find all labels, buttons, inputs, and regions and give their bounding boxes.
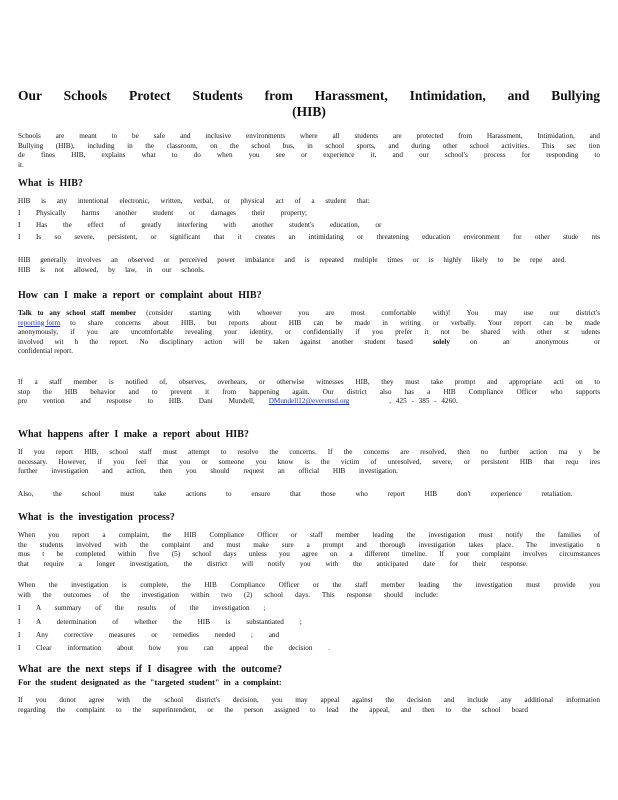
bullet-icon: I — [18, 233, 21, 241]
heading-how-report: How can I make a report or complaint about HIB? — [18, 290, 262, 301]
bullet-icon: I — [18, 631, 21, 639]
what-bullet-3: I Is so severe, persistent, or significant that it creates an intimidating or threatening education environment for other stude nts — [18, 233, 600, 241]
report-paragraph — [18, 309, 600, 357]
report-line-4: involved wit h the report. No disciplinary action will be taken against another student based solely on an anonymous or — [18, 337, 600, 346]
report-line-1: Talk to any school staff member (consider starting with whoever you are most comfortable with)! You may use our district's — [18, 309, 600, 317]
report-contact-line: pre vention and response to HIB. Dani Mundell, DMundell12@everettsd.org , 425 - 385 - 4260. — [18, 397, 458, 406]
solely-bold: solely — [432, 337, 450, 346]
subheading-targeted-student: For the student designated as the "targeted student" in a complaint: — [18, 678, 282, 687]
happens-paragraph: If you report HIB, school staff must attempt to resolve the concerns. If the concerns are resolved, then no further action ma y be necessary. However, if you feel that you or someone you know is the victim of unresolved, severe, or persistent HIB that requ ires further investigation and action, then you should request an official HIB investigation. — [18, 448, 600, 476]
report-line-5: confidential report. — [18, 347, 74, 356]
bullet-icon: I — [18, 604, 21, 612]
next-paragraph: If you donot agree with the school district's decision, you may appeal against the decision and include any additional information regarding the complaint to the superintendent, or the person assigned to lead the appeal, and then to the school board — [18, 696, 600, 714]
process-bullet-4: I Clear information about how you can appeal the decision . — [18, 644, 331, 652]
what-bullet-1: I Physically harms another student or damages their property; — [18, 209, 308, 217]
page-title — [18, 88, 600, 120]
process-paragraph: When you report a complaint, the HIB Compliance Officer or staff member leading the investigation must notify the families of the students involved with the complaint and must make sure a prompt and thorough investigation takes place. The investigatio n mus t be completed within five (5) school days unless you agree on a different timeline. If your complaint involves circumstances that require a longer investigation, the district will notify you with the anticipated date for their response. — [18, 531, 600, 568]
heading-what-is-hib: What is HIB? — [18, 178, 83, 189]
process-bullet-3: I Any corrective measures or remedies needed ; and — [18, 631, 280, 639]
title-line-1: Our Schools Protect Students from Harassment, Intimidation, and Bullying — [18, 88, 600, 103]
process-bullet-2: I A determination of whether the HIB is substantiated ; — [18, 618, 302, 626]
what-bullet-2: I Has the effect of greatly interfering with another student's education, or — [18, 221, 382, 229]
intro-line: Schools are meant to be safe and inclusive environments where all students are protected from Harassment, Intimidation, and — [18, 132, 600, 140]
report-paragraph-2: If a staff member is notified of, observes, overhears, or otherwise witnesses HIB, they must take prompt and appropriate acti on to stop the HIB behavior and to prevent it from happening again. Our district also has a HIB Compliance Officer who supports pre vention and response to HIB. Dani Mundell, DMundell12@everettsd.org , 425 - 385 - 4260. — [18, 378, 600, 406]
title-line-2: (HIB) — [292, 104, 326, 119]
intro-paragraph — [18, 132, 600, 170]
heading-investigation-process: What is the investigation process? — [18, 512, 175, 523]
report-lead-bold: Talk to any school staff member — [18, 309, 137, 317]
process-bullet-1: I A summary of the results of the investigation ; — [18, 604, 266, 612]
heading-what-happens: What happens after I make a report about HIB? — [18, 429, 249, 440]
what-lead: HIB is any intentional electronic, written, verbal, or physical act of a student that: — [18, 197, 370, 205]
report-line-2: reporting form to share concerns about HIB, but reports about HIB can be made in writing or verbally. Your report can be made — [18, 318, 600, 327]
heading-next-steps: What are the next steps if I disagree with the outcome? — [18, 664, 283, 675]
report-line-3: anonymously, if you are uncomfortable revealing your identity, or confidentially if you prefer it not be shared with other st udents — [18, 328, 600, 337]
intro-line: Bullying (HIB), including in the classroom, on the school bus, in school sports, and during other school activities. This sec tion — [18, 141, 600, 150]
bullet-icon: I — [18, 221, 21, 229]
reporting-form-link[interactable]: reporting form — [18, 318, 61, 327]
intro-line: de fines HIB, explains what to do when you see or experience it, and our school's process for responding to it. — [18, 151, 600, 169]
bullet-icon: I — [18, 209, 21, 217]
happens-paragraph-2: Also, the school must take actions to ensure that those who report HIB don't experience retaliation. — [18, 490, 573, 498]
what-paragraph-2: HIB generally involves an observed or perceived power imbalance and is repeated multiple times or is highly likely to be repe ated. HIB is not allowed, by law, in our schools. — [18, 256, 566, 274]
bullet-icon: I — [18, 618, 21, 626]
bullet-icon: I — [18, 644, 21, 652]
process-paragraph-2: When the investigation is complete, the HIB Compliance Officer or the staff member leading the investigation must provide you with the outcomes of the investigation within two (2) school days. This response should include: — [18, 581, 600, 599]
hib-officer-email-link[interactable]: DMundell12@everettsd.org — [268, 397, 350, 406]
